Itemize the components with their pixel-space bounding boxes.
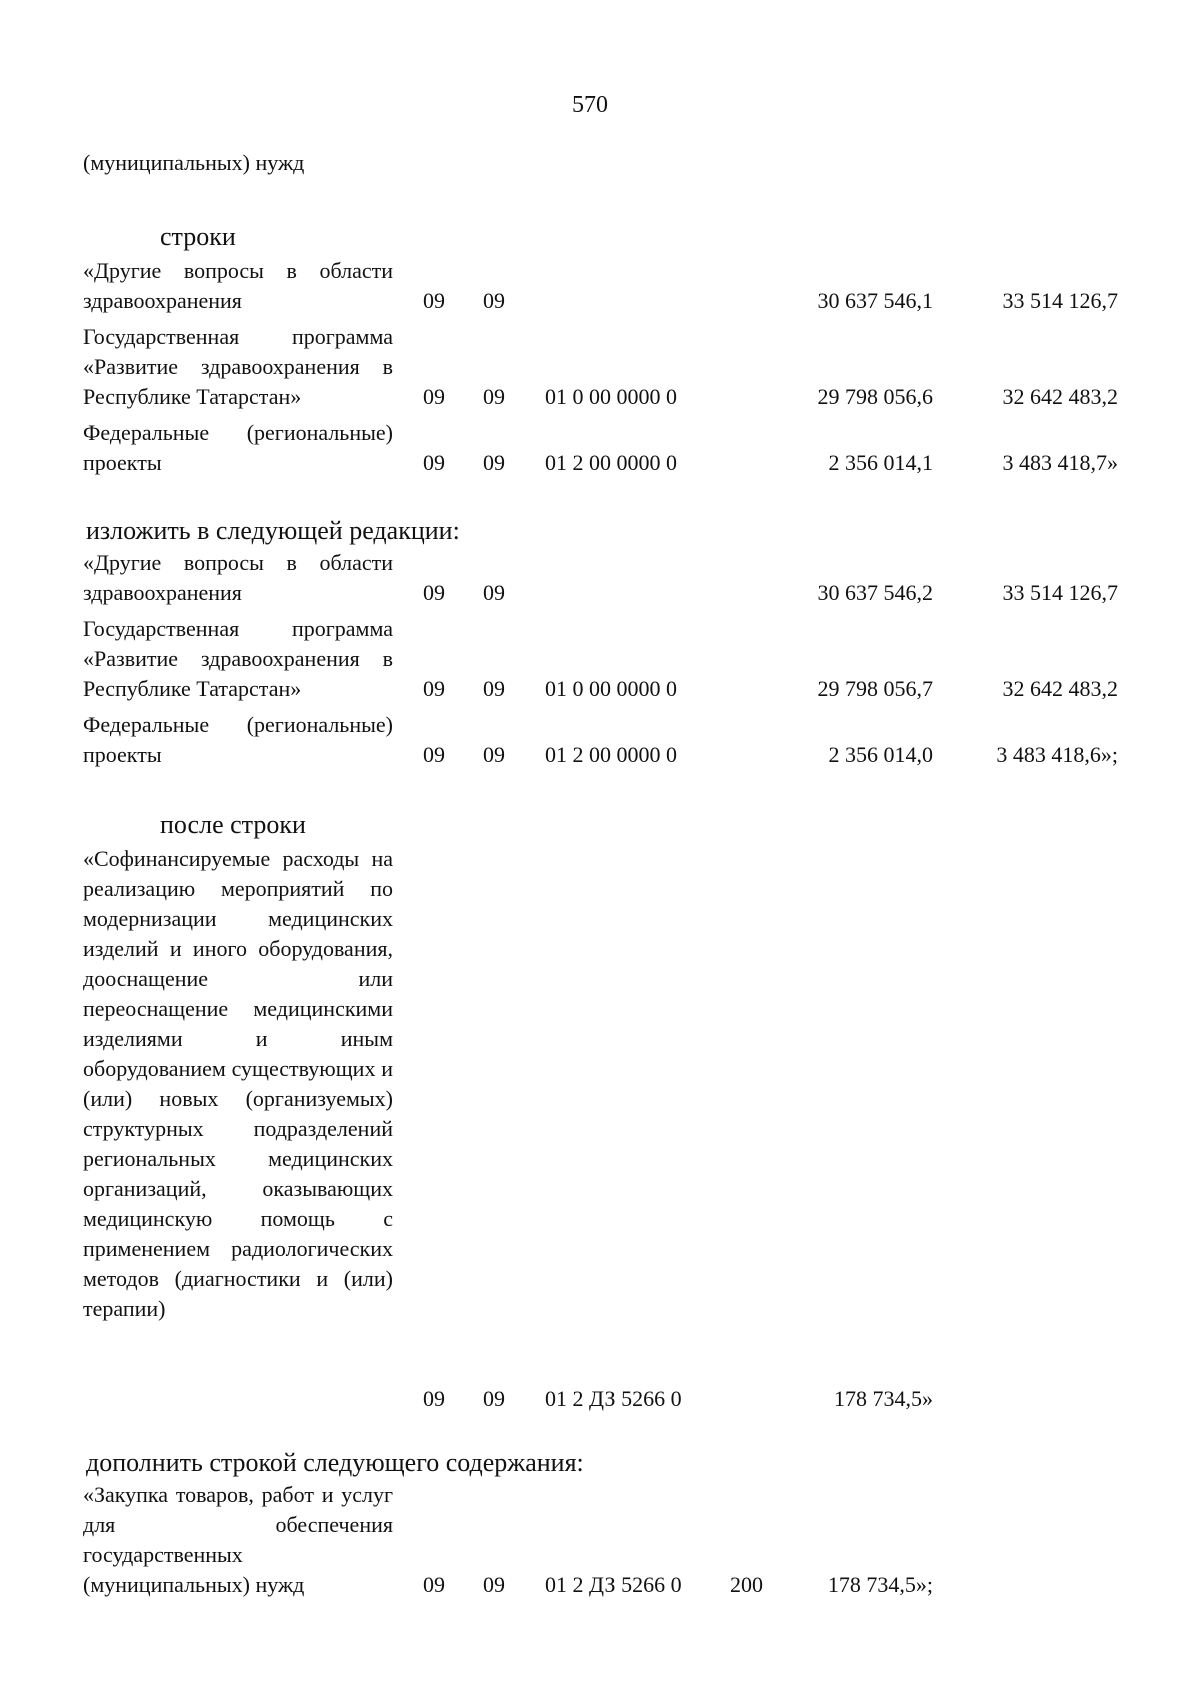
table-row bbox=[0, 1480, 1130, 1600]
row-section-code: 09 bbox=[423, 384, 445, 409]
table-row bbox=[0, 322, 1130, 412]
row-value-year2: 32 642 483,2 bbox=[1002, 676, 1118, 701]
row-section-code: 09 bbox=[423, 742, 445, 767]
row-description: Федеральные (региональные) проекты bbox=[83, 712, 393, 767]
section-heading: изложить в следующей редакции: bbox=[86, 516, 460, 545]
row-subsection-code: 09 bbox=[483, 580, 505, 605]
table-row bbox=[0, 256, 1130, 316]
row-value-year2: 3 483 418,6»; bbox=[996, 742, 1118, 767]
section-heading: после строки bbox=[160, 810, 306, 839]
row-target-code: 01 2 00 0000 0 bbox=[545, 742, 677, 767]
row-target-code: 01 2 00 0000 0 bbox=[545, 450, 677, 475]
row-subsection-code: 09 bbox=[483, 384, 505, 409]
row-expense-type: 200 bbox=[730, 1572, 763, 1597]
row-subsection-code: 09 bbox=[483, 1386, 505, 1411]
table-row bbox=[0, 614, 1130, 704]
row-target-code: 01 0 00 0000 0 bbox=[545, 384, 677, 409]
row-value-year1: 2 356 014,1 bbox=[828, 450, 933, 475]
row-description: «Другие вопросы в области здравоохранения bbox=[83, 550, 393, 605]
row-section-code: 09 bbox=[423, 450, 445, 475]
row-description: Государственная программа «Развитие здравоохранения в Республике Татарстан» bbox=[83, 324, 393, 409]
row-value-year1: 29 798 056,7 bbox=[817, 676, 933, 701]
row-subsection-code: 09 bbox=[483, 1572, 505, 1597]
row-section-code: 09 bbox=[423, 676, 445, 701]
row-value-year2: 33 514 126,7 bbox=[1002, 580, 1118, 605]
row-description: «Другие вопросы в области здравоохранения bbox=[83, 258, 393, 313]
section-heading: строки bbox=[160, 222, 236, 251]
row-value-year1: 2 356 014,0 bbox=[828, 742, 933, 767]
row-value-year2: 33 514 126,7 bbox=[1002, 288, 1118, 313]
row-description: Федеральные (региональные) проекты bbox=[83, 420, 393, 475]
row-section-code: 09 bbox=[423, 288, 445, 313]
page-number: 570 bbox=[572, 92, 608, 118]
row-subsection-code: 09 bbox=[483, 450, 505, 475]
table-row bbox=[0, 844, 1130, 1414]
row-description: «Закупка товаров, работ и услуг для обеспечения государственных (муниципальных) нужд bbox=[83, 1482, 393, 1597]
table-row bbox=[0, 548, 1130, 608]
row-section-code: 09 bbox=[423, 1572, 445, 1597]
section-heading: дополнить строкой следующего содержания: bbox=[86, 1448, 584, 1477]
row-description: Государственная программа «Развитие здравоохранения в Республике Татарстан» bbox=[83, 616, 393, 701]
row-value-year1: 178 734,5»; bbox=[827, 1572, 933, 1597]
row-value-year1: 30 637 546,2 bbox=[817, 580, 933, 605]
row-value-year1: 30 637 546,1 bbox=[817, 288, 933, 313]
continuation-text: (муниципальных) нужд bbox=[83, 150, 305, 175]
row-subsection-code: 09 bbox=[483, 676, 505, 701]
row-target-code: 01 0 00 0000 0 bbox=[545, 676, 677, 701]
row-value-year1: 29 798 056,6 bbox=[817, 384, 933, 409]
row-section-code: 09 bbox=[423, 580, 445, 605]
row-description: «Софинансируемые расходы на реализацию мероприятий по модернизации медицинских изделий и иного оборудования, дооснащение или переоснащение медицинскими изделиями и иным оборудованием существующих и (или) новых (организуемых) структурных подразделений региональных медицинских организаций, оказывающих медицинскую помощь с применением радиологических методов (диагностики и (или) терапии) bbox=[83, 846, 393, 1321]
row-subsection-code: 09 bbox=[483, 742, 505, 767]
row-section-code: 09 bbox=[423, 1386, 445, 1411]
row-target-code: 01 2 ДЗ 5266 0 bbox=[545, 1572, 682, 1597]
row-value-year2: 3 483 418,7» bbox=[1002, 450, 1118, 475]
row-target-code: 01 2 ДЗ 5266 0 bbox=[545, 1386, 682, 1411]
row-value-year1: 178 734,5» bbox=[834, 1386, 933, 1411]
row-value-year2: 32 642 483,2 bbox=[1002, 384, 1118, 409]
table-row bbox=[0, 710, 1130, 770]
row-subsection-code: 09 bbox=[483, 288, 505, 313]
table-row bbox=[0, 418, 1130, 478]
